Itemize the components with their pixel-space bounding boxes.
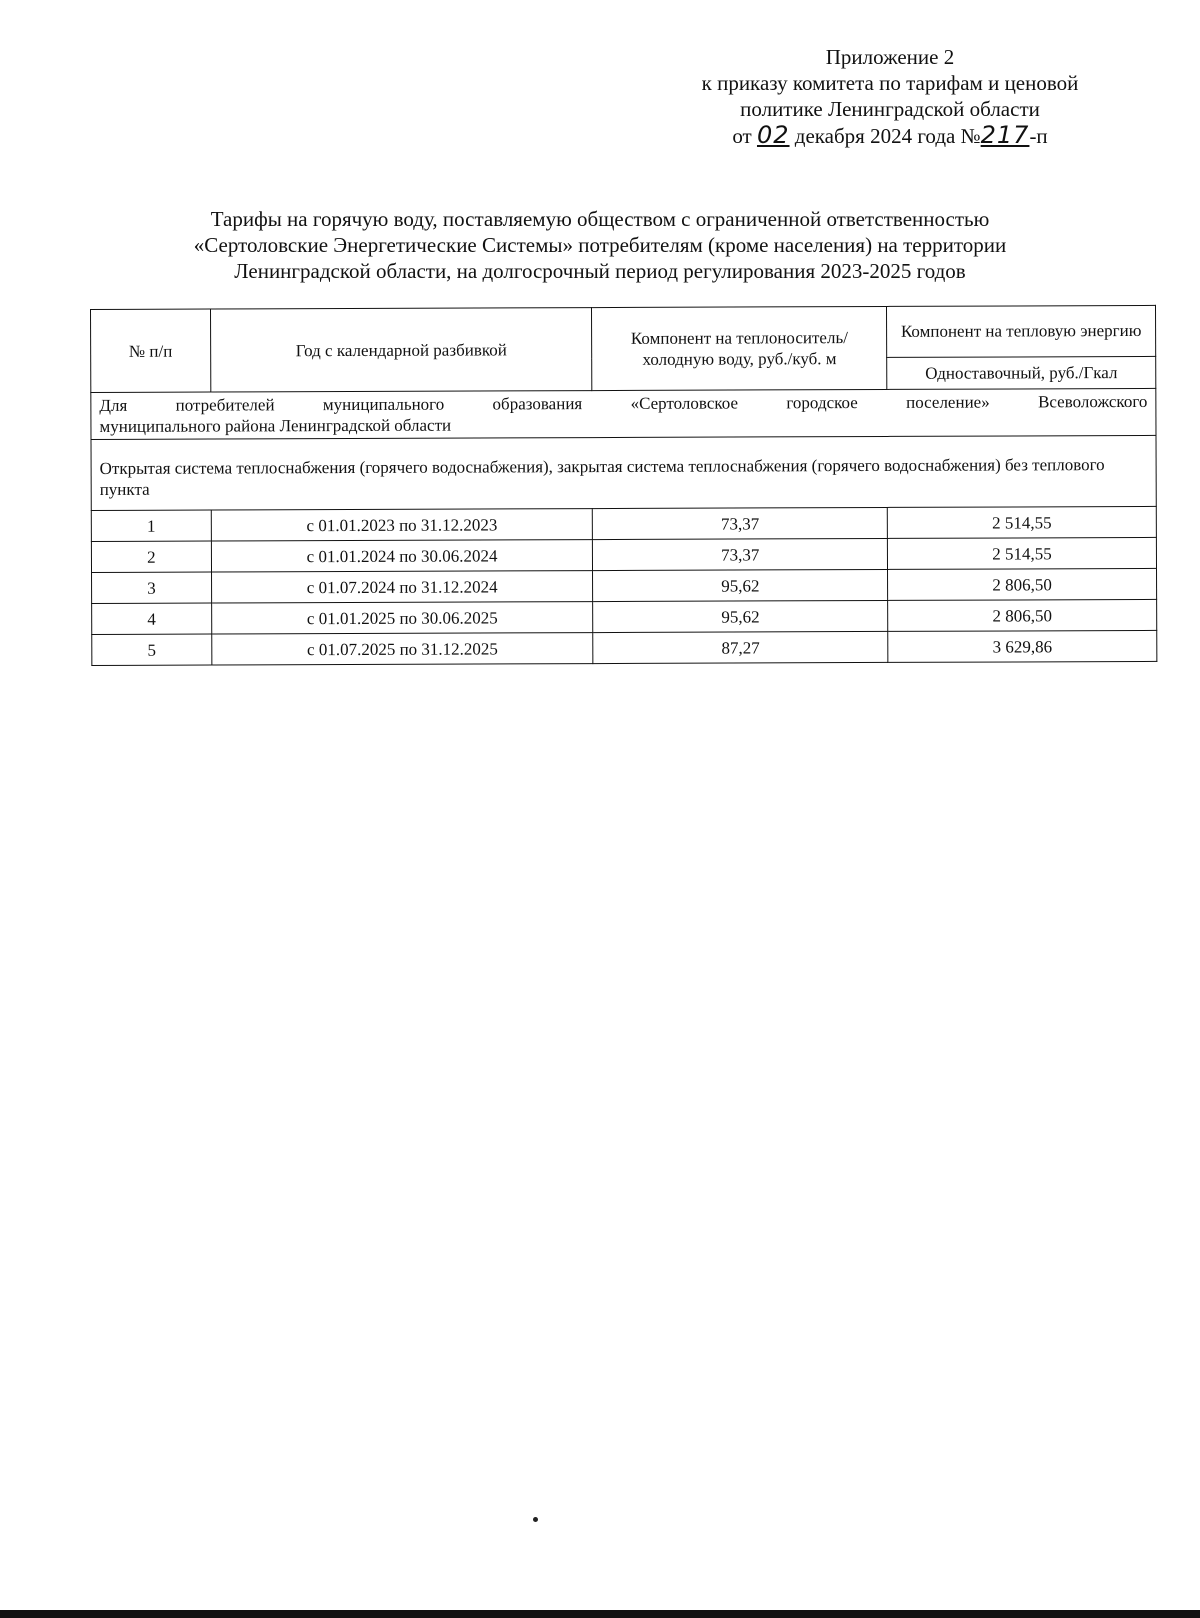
- section-system: Открытая система теплоснабжения (горячего водоснабжения), закрытая система теплоснабжения (горячего водоснабжения) без теплового пункта: [91, 435, 1156, 510]
- row-period: с 01.01.2023 по 31.12.2023: [211, 509, 593, 541]
- date-prefix: от: [732, 124, 752, 148]
- tariff-table: [90, 305, 1157, 666]
- header-period: Год с календарной разбивкой: [210, 308, 592, 392]
- handwritten-number: 217: [980, 121, 1030, 149]
- scan-speck: [533, 1517, 538, 1522]
- title-line-2: «Сертоловские Энергетические Системы» потребителям (кроме населения) на территории: [193, 233, 1007, 257]
- header-thermal: Компонент на тепловую энергию: [887, 305, 1156, 357]
- section-system-row: [91, 435, 1156, 510]
- row-num: 2: [91, 541, 211, 572]
- row-coolant: 73,37: [593, 538, 888, 570]
- row-thermal: 2 514,55: [888, 537, 1157, 569]
- annex-title: Приложение 2: [825, 45, 955, 69]
- annex-block: [640, 44, 1140, 149]
- row-thermal: 2 806,50: [888, 568, 1157, 600]
- row-coolant: 73,37: [593, 507, 888, 539]
- row-period: с 01.07.2025 по 31.12.2025: [212, 633, 594, 665]
- row-num: 3: [92, 572, 212, 603]
- row-coolant: 95,62: [593, 600, 888, 632]
- header-thermal-sub: Одноставочный, руб./Гкал: [887, 356, 1156, 389]
- handwritten-day: 02: [756, 121, 790, 149]
- table-header-row: [91, 305, 1156, 360]
- row-num: 1: [91, 510, 211, 541]
- row-period: с 01.07.2024 по 31.12.2024: [211, 571, 593, 603]
- row-num: 5: [92, 634, 212, 665]
- section-consumers-row: [91, 388, 1156, 439]
- table-row: [92, 568, 1157, 603]
- document-title: [100, 206, 1100, 284]
- row-thermal: 3 629,86: [888, 630, 1157, 662]
- table-row: [92, 630, 1157, 665]
- table-row: [92, 599, 1157, 634]
- section-consumers: [91, 388, 1156, 439]
- title-line-1: Тарифы на горячую воду, поставляемую обществом с ограниченной ответственностью: [210, 207, 990, 231]
- header-num: № п/п: [91, 309, 211, 392]
- header-coolant: Компонент на теплоноситель/ холодную воду, руб./куб. м: [592, 306, 887, 390]
- scan-bottom-edge: [0, 1610, 1200, 1618]
- row-period: с 01.01.2025 по 30.06.2025: [211, 602, 593, 634]
- table-row: [91, 537, 1156, 572]
- section-consumers-line-2: муниципального района Ленинградской области: [99, 415, 452, 436]
- title-line-3: Ленинградской области, на долгосрочный период регулирования 2023-2025 годов: [234, 259, 966, 283]
- number-suffix: -п: [1029, 124, 1048, 148]
- row-coolant: 87,27: [593, 631, 888, 663]
- row-period: с 01.01.2024 по 30.06.2024: [211, 540, 593, 572]
- section-consumers-line-1: Для потребителей муниципального образования «Сертоловское городское поселение» Всеволожского: [99, 391, 1148, 415]
- row-thermal: 2 514,55: [887, 506, 1156, 538]
- annex-date-line: [640, 122, 1140, 149]
- row-num: 4: [92, 603, 212, 634]
- annex-committee-line: политике Ленинградской области: [740, 97, 1040, 121]
- date-middle: декабря 2024 года №: [794, 124, 981, 148]
- annex-order-line: к приказу комитета по тарифам и ценовой: [701, 71, 1079, 95]
- row-coolant: 95,62: [593, 569, 888, 601]
- table-row: [91, 506, 1156, 541]
- row-thermal: 2 806,50: [888, 599, 1157, 631]
